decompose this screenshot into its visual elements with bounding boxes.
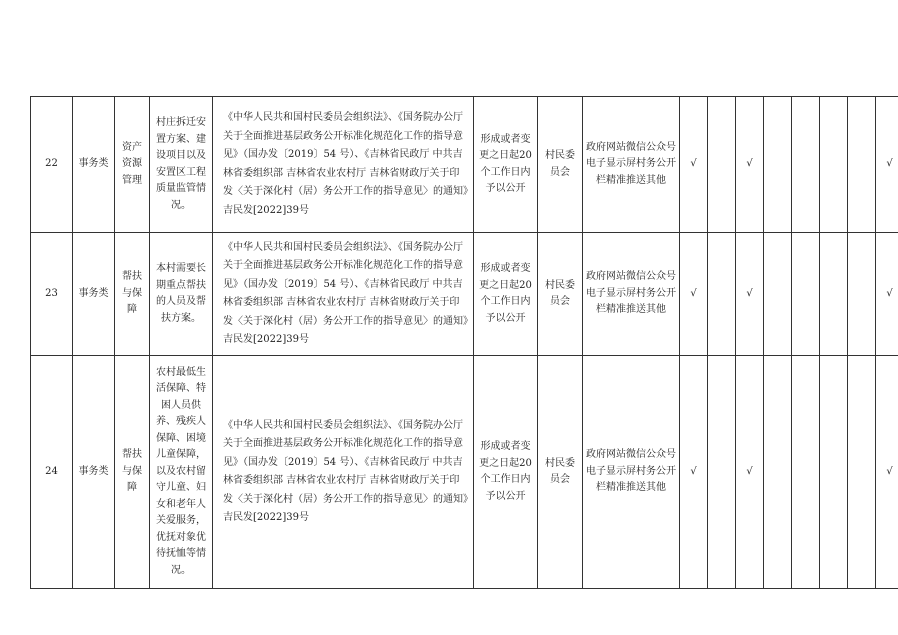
row-number: 24 bbox=[31, 356, 73, 589]
table-row bbox=[31, 97, 898, 233]
time-limit-cell: 形成或者变更之日起20个工作日内予以公开 bbox=[474, 233, 538, 356]
check-cell bbox=[764, 97, 792, 233]
check-cell bbox=[708, 356, 736, 589]
check-cell bbox=[848, 233, 876, 356]
subcategory-cell: 资产资源管理 bbox=[115, 97, 150, 233]
category-cell: 事务类 bbox=[73, 233, 115, 356]
subject-cell: 村民委员会 bbox=[538, 97, 583, 233]
subcategory-cell: 帮扶与保障 bbox=[115, 233, 150, 356]
check-cell: √ bbox=[876, 233, 898, 356]
channels-cell: 政府网站微信公众号电子显示屏村务公开栏精准推送其他 bbox=[583, 97, 680, 233]
item-cell: 本村需要长期重点帮扶的人员及帮扶方案。 bbox=[150, 233, 213, 356]
row-number: 22 bbox=[31, 97, 73, 233]
subject-cell: 村民委员会 bbox=[538, 233, 583, 356]
row-number: 23 bbox=[31, 233, 73, 356]
check-cell bbox=[792, 97, 820, 233]
time-limit-cell: 形成或者变更之日起20个工作日内予以公开 bbox=[474, 356, 538, 589]
channels-cell: 政府网站微信公众号电子显示屏村务公开栏精准推送其他 bbox=[583, 233, 680, 356]
item-cell: 村庄拆迁安置方案、建设项目以及安置区工程质量监管情况。 bbox=[150, 97, 213, 233]
item-cell: 农村最低生活保障、特困人员供养、残疾人保障、困境儿童保障，以及农村留守儿童、妇女和老年人关爱服务，优抚对象优待抚恤等情况。 bbox=[150, 356, 213, 589]
check-cell bbox=[792, 356, 820, 589]
check-cell bbox=[708, 233, 736, 356]
basis-cell: 《中华人民共和国村民委员会组织法》、《国务院办公厅关于全面推进基层政务公开标准化规范化工作的指导意见》（国办发〔2019〕54 号）、《吉林省民政厅 中共吉林省委组织部 吉林省农业农村厅 吉林省财政厅关于印发〈关于深化村（居）务公开工作的指导意见〉的通知》吉民发[2022]39号 bbox=[213, 97, 474, 233]
check-cell: √ bbox=[680, 97, 708, 233]
check-cell bbox=[708, 97, 736, 233]
check-cell bbox=[820, 233, 848, 356]
check-cell: √ bbox=[736, 233, 764, 356]
time-limit-cell: 形成或者变更之日起20个工作日内予以公开 bbox=[474, 97, 538, 233]
table-row bbox=[31, 233, 898, 356]
disclosure-table bbox=[30, 96, 898, 589]
check-cell bbox=[764, 356, 792, 589]
check-cell: √ bbox=[736, 97, 764, 233]
check-cell bbox=[792, 233, 820, 356]
check-cell bbox=[764, 233, 792, 356]
table-row bbox=[31, 356, 898, 589]
check-cell bbox=[848, 356, 876, 589]
subject-cell: 村民委员会 bbox=[538, 356, 583, 589]
channels-cell: 政府网站微信公众号电子显示屏村务公开栏精准推送其他 bbox=[583, 356, 680, 589]
check-cell bbox=[820, 97, 848, 233]
check-cell: √ bbox=[680, 356, 708, 589]
check-cell: √ bbox=[680, 233, 708, 356]
check-cell: √ bbox=[736, 356, 764, 589]
subcategory-cell: 帮扶与保障 bbox=[115, 356, 150, 589]
check-cell: √ bbox=[876, 97, 898, 233]
basis-cell: 《中华人民共和国村民委员会组织法》、《国务院办公厅关于全面推进基层政务公开标准化规范化工作的指导意见》（国办发〔2019〕54 号）、《吉林省民政厅 中共吉林省委组织部 吉林省农业农村厅 吉林省财政厅关于印发〈关于深化村（居）务公开工作的指导意见〉的通知》吉民发[2022]39号 bbox=[213, 356, 474, 589]
category-cell: 事务类 bbox=[73, 356, 115, 589]
check-cell: √ bbox=[876, 356, 898, 589]
check-cell bbox=[820, 356, 848, 589]
check-cell bbox=[848, 97, 876, 233]
basis-cell: 《中华人民共和国村民委员会组织法》、《国务院办公厅关于全面推进基层政务公开标准化规范化工作的指导意见》（国办发〔2019〕54 号）、《吉林省民政厅 中共吉林省委组织部 吉林省农业农村厅 吉林省财政厅关于印发〈关于深化村（居）务公开工作的指导意见〉的通知》吉民发[2022]39号 bbox=[213, 233, 474, 356]
category-cell: 事务类 bbox=[73, 97, 115, 233]
